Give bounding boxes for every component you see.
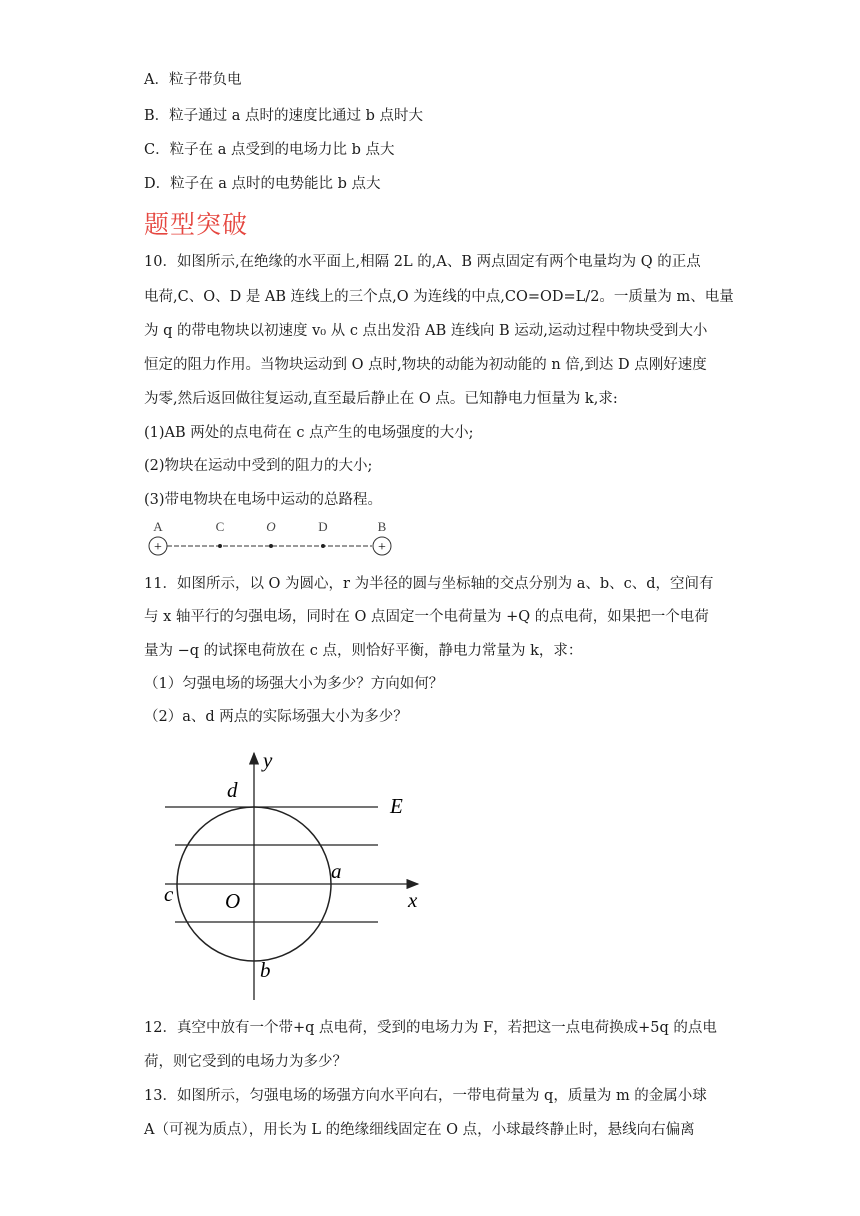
q10-line: 电荷,C、O、D 是 AB 连线上的三个点,O 为连线的中点,CO=OD=L/2。一质量为 m、电量 <box>144 289 734 305</box>
q10-line: 为零,然后返回做往复运动,直至最后静止在 O 点。已知静电力恒量为 k,求: <box>144 391 618 407</box>
label-d: D <box>318 519 328 534</box>
option-c: C．粒子在 a 点受到的电场力比 b 点大 <box>144 142 395 158</box>
q10-line: 10．如图所示,在绝缘的水平面上,相隔 2L 的,A、B 两点固定有两个电量均为 Q 的正点 <box>144 254 701 270</box>
q11-line: 与 x 轴平行的匀强电场，同时在 O 点固定一个电荷量为 +Q 的点电荷，如果把一个电荷 <box>144 609 709 625</box>
q11-subquestion: （2）a、d 两点的实际场强大小为多少？ <box>144 709 408 725</box>
q11-line: 11．如图所示，以 O 为圆心，r 为半径的圆与坐标轴的交点分别为 a、b、c、d，空间有 <box>144 576 714 592</box>
q10-subquestion: (1)AB 两处的点电荷在 c 点产生的电场强度的大小; <box>144 425 474 441</box>
section-heading: 题型突破 <box>144 210 249 239</box>
label-b: b <box>260 958 271 982</box>
point-d-dot <box>321 544 325 548</box>
label-o: O <box>225 889 241 913</box>
label-e: E <box>390 794 403 818</box>
label-y: y <box>263 748 273 772</box>
q10-line: 为 q 的带电物块以初速度 v₀ 从 c 点出发沿 AB 连线向 B 运动,运动过程中物块受到大小 <box>144 323 708 339</box>
charge-b-sign: + <box>378 540 386 555</box>
q11-subquestion: （1）匀强电场的场强大小为多少？方向如何？ <box>144 676 444 692</box>
point-o-dot <box>269 544 273 548</box>
point-c-dot <box>218 544 222 548</box>
q11-circle-field-figure <box>150 745 450 1010</box>
q10-charge-line-figure <box>140 515 400 560</box>
label-a: A <box>153 519 163 534</box>
option-d: D．粒子在 a 点时的电势能比 b 点大 <box>144 176 381 192</box>
q11-line: 量为 −q 的试探电荷放在 c 点，则恰好平衡，静电力常量为 k，求： <box>144 643 583 659</box>
option-a: A．粒子带负电 <box>144 72 242 88</box>
label-c: c <box>164 882 174 906</box>
q10-subquestion: (3)带电物块在电场中运动的总路程。 <box>144 492 383 508</box>
q13-line: A（可视为质点），用长为 L 的绝缘细线固定在 O 点，小球最终静止时，悬线向右偏离 <box>144 1122 695 1138</box>
q13-line: 13．如图所示，匀强电场的场强方向水平向右，一带电荷量为 q，质量为 m 的金属小球 <box>144 1088 707 1104</box>
q12-line: 12．真空中放有一个带+q 点电荷，受到的电场力为 F，若把这一点电荷换成+5q 的点电 <box>144 1020 717 1036</box>
label-x: x <box>408 888 418 912</box>
label-c: C <box>215 519 225 534</box>
q12-line: 荷，则它受到的电场力为多少？ <box>144 1054 347 1070</box>
label-a: a <box>331 859 342 883</box>
label-o: O <box>266 519 276 534</box>
q10-subquestion: (2)物块在运动中受到的阻力的大小; <box>144 458 373 474</box>
option-b: B．粒子通过 a 点时的速度比通过 b 点时大 <box>144 108 424 124</box>
q10-line: 恒定的阻力作用。当物块运动到 O 点时,物块的动能为初动能的 n 倍,到达 D 点刚好速度 <box>144 357 707 373</box>
label-b: B <box>377 519 387 534</box>
label-d: d <box>227 778 238 802</box>
charge-a-sign: + <box>154 540 162 555</box>
